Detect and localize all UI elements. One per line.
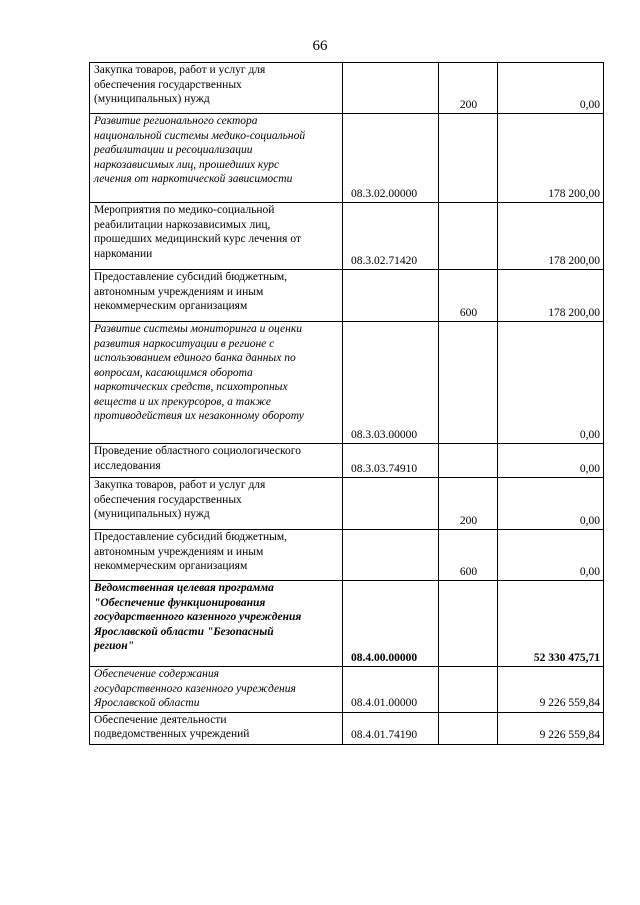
row-expense-type xyxy=(439,322,498,444)
table-row xyxy=(90,63,604,114)
row-code: 08.4.01.00000 xyxy=(343,667,439,713)
row-code: 08.4.01.74190 xyxy=(343,712,439,744)
row-amount: 9 226 559,84 xyxy=(498,667,604,713)
row-amount: 0,00 xyxy=(498,63,604,114)
row-code: 08.3.02.71420 xyxy=(343,203,439,270)
row-expense-type xyxy=(439,444,498,478)
row-amount: 178 200,00 xyxy=(498,203,604,270)
row-name: Обеспечение деятельности подведомственных учреждений xyxy=(90,712,343,744)
table-row xyxy=(90,203,604,270)
row-code: 08.3.03.74910 xyxy=(343,444,439,478)
row-code xyxy=(343,530,439,581)
table-row xyxy=(90,322,604,444)
table-row xyxy=(90,581,604,667)
row-code xyxy=(343,270,439,322)
row-expense-type xyxy=(439,667,498,713)
row-amount: 0,00 xyxy=(498,530,604,581)
row-name: Мероприятия по медико-социальной реабилитации наркозависимых лиц, прошедших медицинский курс лечения от наркомании xyxy=(90,203,343,270)
row-name: Развитие регионального сектора национальной системы медико-социальной реабилитации и ресоциализации наркозависимых лиц, прошедших курс лечения от наркотической зависимости xyxy=(90,114,343,203)
row-name: Предоставление субсидий бюджетным, автономным учреждениям и иным некоммерческим организациям xyxy=(90,270,343,322)
row-expense-type xyxy=(439,712,498,744)
row-amount: 0,00 xyxy=(498,478,604,530)
row-expense-type xyxy=(439,581,498,667)
row-name: Развитие системы мониторинга и оценки развития наркоситуации в регионе с использованием единого банка данных по вопросам, касающимся оборота наркотических средств, психотропных веществ и их прекурсоров, а также противодействия их незаконному обороту xyxy=(90,322,343,444)
row-code: 08.4.00.00000 xyxy=(343,581,439,667)
row-expense-type: 200 xyxy=(439,63,498,114)
table-row xyxy=(90,270,604,322)
table-row xyxy=(90,114,604,203)
row-expense-type xyxy=(439,114,498,203)
row-expense-type: 200 xyxy=(439,478,498,530)
row-code xyxy=(343,478,439,530)
row-name: Проведение областного социологического исследования xyxy=(90,444,343,478)
row-name: Ведомственная целевая программа "Обеспечение функционирования государственного казенного учреждения Ярославской области "Безопасный регион" xyxy=(90,581,343,667)
row-expense-type: 600 xyxy=(439,270,498,322)
row-amount: 52 330 475,71 xyxy=(498,581,604,667)
row-amount: 9 226 559,84 xyxy=(498,712,604,744)
budget-table xyxy=(89,62,604,745)
table-row xyxy=(90,444,604,478)
row-name: Закупка товаров, работ и услуг для обеспечения государственных (муниципальных) нужд xyxy=(90,478,343,530)
row-expense-type xyxy=(439,203,498,270)
row-amount: 0,00 xyxy=(498,444,604,478)
row-code: 08.3.02.00000 xyxy=(343,114,439,203)
row-code: 08.3.03.00000 xyxy=(343,322,439,444)
table-row xyxy=(90,478,604,530)
row-name: Обеспечение содержания государственного казенного учреждения Ярославской области xyxy=(90,667,343,713)
row-code xyxy=(343,63,439,114)
row-expense-type: 600 xyxy=(439,530,498,581)
row-amount: 178 200,00 xyxy=(498,114,604,203)
table-row xyxy=(90,667,604,713)
row-name: Закупка товаров, работ и услуг для обеспечения государственных (муниципальных) нужд xyxy=(90,63,343,114)
table-row xyxy=(90,530,604,581)
row-name: Предоставление субсидий бюджетным, автономным учреждениям и иным некоммерческим организациям xyxy=(90,530,343,581)
page-number: 66 xyxy=(312,38,328,54)
row-amount: 178 200,00 xyxy=(498,270,604,322)
table-row xyxy=(90,712,604,744)
row-amount: 0,00 xyxy=(498,322,604,444)
